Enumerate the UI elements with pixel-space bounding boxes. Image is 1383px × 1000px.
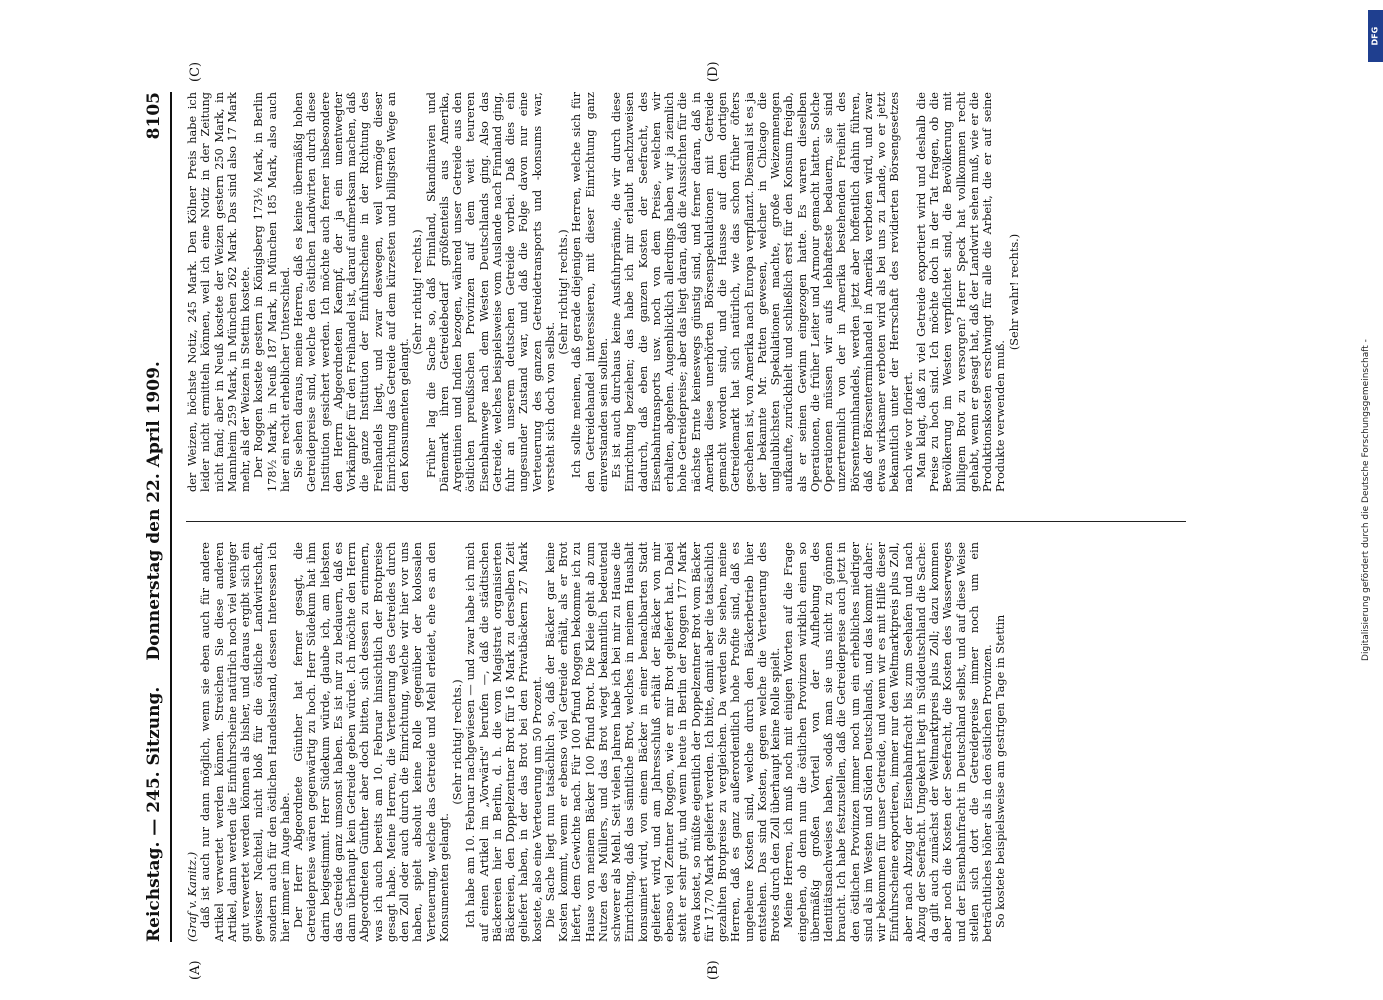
paragraph: So kostete beispielsweise am gestrigen Tage in Stettin <box>994 614 1008 928</box>
header-right <box>144 92 164 661</box>
marker-a: (A) <box>188 960 203 980</box>
page-number: 8105 <box>144 92 164 140</box>
rotated-page <box>96 0 1296 1000</box>
left-column <box>186 542 1196 942</box>
header-left: Reichstag. — 245. Sitzung. <box>144 686 164 942</box>
paragraph: Früher lag die Sache so, daß Finnland, Skandinavien und Dänemark ihren Getreidebedarf größtenteils aus Amerika, Argentinien und Indien bezogen, während unser Getreide aus den östlichen preußischen Provinzen auf dem weit teureren Eisenbahnwege nach dem Westen Deutschlands ging. Also das Getreide, welches beispielsweise vom Auslande nach Finnland ging, fuhr an unserem deutschen Getreide vorbei. Daß dies ein ungesunder Zustand war, und daß die Folge davon nur eine Verteuerung des ganzen Getreidetransports und -konsums war, versteht sich doch von selbst. <box>424 92 557 492</box>
paragraph: Man klagt, daß zu viel Getreide exportiert wird und deshalb die Preise zu hoch sind. Ich möchte doch in der Tat fragen, ob die Bevölkerung im Westen verpflichtet sind, die Bevölkerung mit billigem Brot zu versorgen? Herr Speck hat vollkommen recht gehabt, wenn er gesagt hat, daß der Landwirt sehen muß, wie er die Produktionskosten erschwingt für alle die Arbeit, die er auf seine Produkte verwenden muß. <box>914 92 1008 492</box>
marker-c: (C) <box>188 61 203 82</box>
marker-d: (D) <box>706 61 721 82</box>
speaker-label: (Graf v. Kanitz.) <box>186 851 199 942</box>
paragraph: Es ist auch durchaus keine Ausfuhrprämie, die wir durch diese Einrichtung beziehen; das habe ich mir erlaubt nachzuweisen dadurch, daß eben die ganzen Kosten der Seefracht, des Eisenbahntransports usw. noch von dem Preise, welchen wir erhalten, abgehen. Augenblicklich allerdings haben wir ja ziemlich hohe Getreidepreise; aber das liegt daran, daß die Aussichten für die nächste Ernte keineswegs günstig sind, und ferner daran, daß in Amerika diese unerhörten Börsenspekulationen mit Getreide gemacht worden sind, und die Hausse auf dem dortigen Getreidemarkt hat sich natürlich, wie das schon früher öfters geschehen ist, von Amerika nach Europa verpflanzt. Diesmal ist es ja der bekannte Mr. Patten gewesen, welcher in Chicago die unglaublichsten Spekulationen machte, große Weizenmengen aufkaufte, zurückhielt und schließlich erst für den Konsum freigab, als er seinen Gewinn eingezogen hatte. Es waren dieselben Operationen, die früher Leiter und Armour gemacht hatten. Solche Operationen müssen wir aufs lebhafteste bedauern, sie sind unzertrennlich von der in Amerika bestehenden Freiheit des Börsenterminhandels, werden jetzt aber hoffentlich dahin führen, daß der Börsenterminhandel in Amerika verboten wird, und zwar etwas wirksamer verboten wird als bei uns zu Lande, wo er jetzt bekanntlich unter der Herrschaft des revidierten Börsengesetzes nach wie vor floriert. <box>610 92 915 492</box>
paragraph: daß ist auch nur dann möglich, wenn sie eben auch für andere Artikel verwertet werden können. Streichen Sie diese anderen Artikel, dann werden die Einfuhrscheine natürlich noch viel weniger gut verwertet werden können als bisher, und daraus ergibt sich ein gewisser Nachteil, nicht bloß für die östliche Landwirtschaft, sondern auch für den östlichen Handelsstand, dessen Interessen ich hier immer im Auge habe. <box>199 542 292 942</box>
paragraph: Meine Herren, ich muß noch mit einigen Worten auf die Frage eingehen, ob denn nun die östlichen Provinzen wirklich einen so übermäßig großen Vorteil von der Aufhebung des Identitätsnachweises haben, sodaß man sie uns nicht zu gönnen braucht. Ich habe festzustellen, daß die Getreidepreise auch jetzt in den östlichen Provinzen immer noch um ein erhebliches niedriger sind als im Westen und Süden Deutschlands, und das kommt daher: wir bekommen für unser Getreide, und wenn wir es mit Hilfe dieser Einfuhrscheine exportieren, immer nur den Weltmarktpreis plus Zoll, aber nach Abzug der Eisenbahnfracht bis zum Seehafen und nach Abzug der Seefracht. Umgekehrt liegt in Süddeutschland die Sache: da gilt auch zunächst der Weltmarktpreis plus Zoll; dazu kommen aber noch die Kosten der Seefracht, die Kosten des Wasserweges und der Eisenbahnfracht in Deutschland selbst, und auf diese Weise stellen sich dort die Getreidepreise immer noch um ein beträchtliches höher als in den östlichen Provinzen. <box>782 542 994 942</box>
paragraph: Sie sehen daraus, meine Herren, daß es keine übermäßig hohen Getreidepreise sind, welche den östlichen Landwirten durch diese Institution gesichert werden. Ich möchte auch ferner insbesondere den Herrn Abgeordneten Kaempf, der ja ein unentwegter Vorkämpfer für den Freihandel ist, darauf aufmerksam machen, daß die ganze Institution der Einfuhrscheine in der Richtung des Freihandels liegt, und zwar deswegen, weil vermöge dieser Einrichtung das Getreide auf dem kürzesten und billigsten Wege an den Konsumenten gelangt. <box>292 92 411 492</box>
dfg-logo-text: DFG <box>1370 26 1380 46</box>
digitization-credit: Digitalisierung gefördert durch die Deutsche Forschungsgemeinschaft - <box>1361 339 1371 661</box>
right-column <box>186 92 1196 492</box>
interjection: (Sehr wahr! rechts.) <box>1007 233 1021 351</box>
paragraph: Ich sollte meinen, daß gerade diejenigen Herren, welche sich für den Getreidehandel interessieren, mit dieser Einrichtung ganz einverstanden sein sollten. <box>570 92 610 492</box>
paragraph: Die Sache liegt nun tatsächlich so, daß der Bäcker gar keine Kosten kommt, wenn er ebenso viel Getreide erhält, als er Brot liefert, dem Gewichte nach. Für 100 Pfund Roggen bekomme ich zu Hause von meinem Bäcker 100 Pfund Brot. Die Kleie geht ab zum Nutzen des Müllers, und das Brot wiegt bekanntlich bedeutend schwerer als Mehl. Seit vielen Jahren habe ich bei mir zu Hause die Einrichtung, daß das sämtliche Brot, welches in meinem Haushalt konsumiert wird, von einem Bäcker in einer benachbarten Stadt geliefert wird, und am Jahresschluß erhält der Bäcker von mir ebenso viel Zentner Roggen, wie er mir Brot geliefert hat. Dabei steht er sehr gut, und wenn heute in Berlin der Roggen 177 Mark etwa kostet, so müßte eigentlich der Doppelzentner Brot vom Bäcker für 17,70 Mark geliefert werden. Ich bitte, damit aber die tatsächlich gezahlten Brotpreise zu vergleichen. Da werden Sie sehen, meine Herren, daß es ganz außerordentlich hohe Profite sind, daß es ungeheure Kosten sind, welche durch den Bäckerbetrieb hier entstehen. Das sind Kosten, gegen welche die Verteuerung des Brotes durch den Zoll überhaupt keine Rolle spielt. <box>543 542 782 942</box>
dfg-logo <box>1368 10 1383 62</box>
paragraph: Der Herr Abgeordnete Günther hat ferner gesagt, die Getreidepreise wären gegenwärtig zu hoch. Herr Südekum hat ihm darin beigestimmt. Herr Südekum würde, glaube ich, am liebsten das Getreide ganz umsonst haben. Es ist nur zu bedauern, daß es dann überhaupt kein Getreide geben würde. Ich möchte den Herrn Abgeordneten Günther aber doch bitten, sich dessen zu erinnern, was ich auch bereits am 10. Februar hinsichtlich der Brotpreise gesagt habe. Meine Herren, die Verteuerung des Getreides durch den Zoll oder auch durch die Einrichtung, welche wir hier vor uns haben, spielt absolut keine Rolle gegenüber der kolossalen Verteuerung, welche das Getreide und Mehl erleidet, ehe es an den Konsumenten gelangt. <box>292 542 451 942</box>
interjection: (Sehr richtig! rechts.) <box>451 679 464 805</box>
column-divider <box>186 521 1186 522</box>
paragraph: der Weizen, höchste Notiz, 245 Mark. Den Kölner Preis habe ich leider nicht ermitteln können, weil ich eine Notiz in der Zeitung nicht fand; aber in Neuß kostete der Weizen gestern 250 Mark, in Mannheim 259 Mark, in München 262 Mark. Das sind also 17 Mark mehr, als der Weizen in Stettin kostete. <box>186 92 252 492</box>
interjection: (Sehr richtig! rechts.) <box>411 229 425 355</box>
paragraph: Ich habe am 10. Februar nachgewiesen — und zwar habe ich mich auf einen Artikel im „Vorwärts" berufen —, daß die städtischen Bäckereien hier in Berlin, d. h. die vom Magistrat organisierten Bäckereien, den Doppelzentner Brot für 16 Mark zu derselben Zeit geliefert haben, in der das Brot bei den Privatbäckern 27 Mark kostete, also eine Verteuerung um 50 Prozent. <box>464 542 544 942</box>
page-header <box>140 92 172 942</box>
marker-b: (B) <box>706 960 721 980</box>
header-date: Donnerstag den 22. April 1909. <box>144 361 164 661</box>
paragraph: Der Roggen kostete gestern in Königsberg 173½ Mark, in Berlin 178½ Mark, in Neuß 187 Mark, in München 185 Mark, also auch hier ein recht erheblicher Unterschied. <box>252 92 292 492</box>
interjection: (Sehr richtig! rechts.) <box>557 229 570 355</box>
